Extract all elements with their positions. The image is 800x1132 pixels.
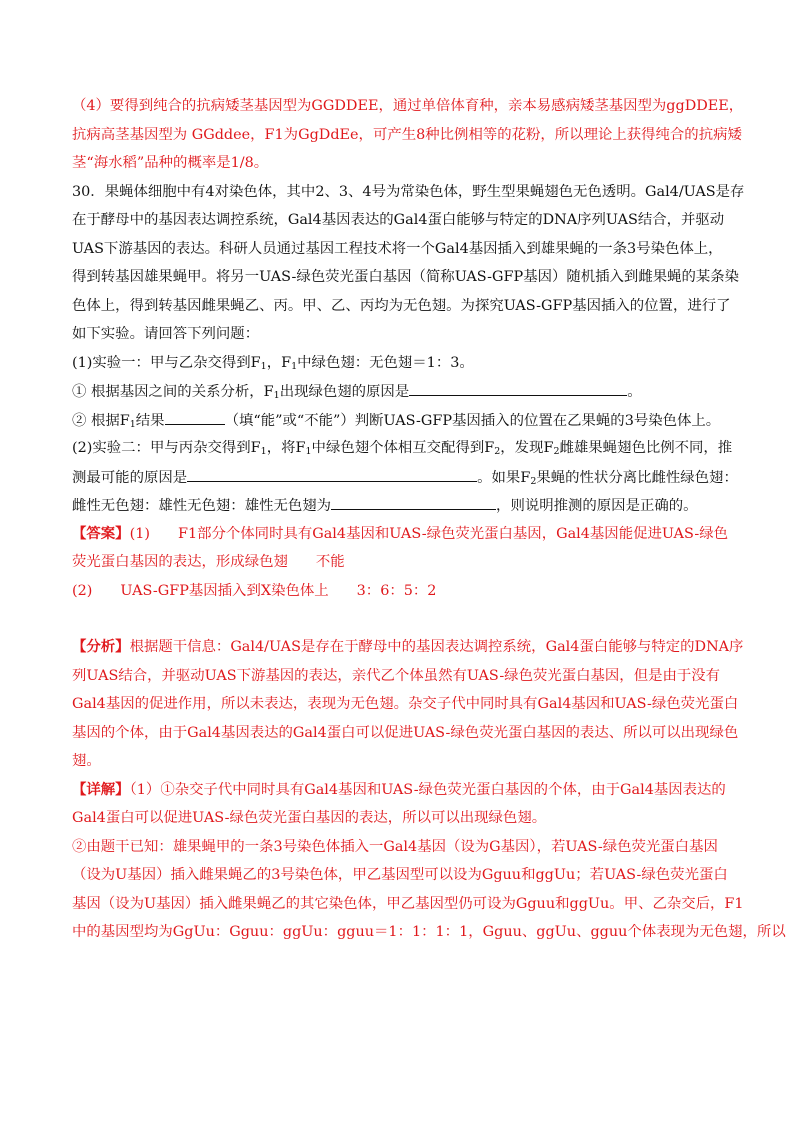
experiment-1-line — [72, 349, 740, 378]
question-30-line5: 色体上，得到转基因雌果蝇乙、丙。甲、乙、丙均为无色翅。为探究UAS-GFP基因插入的位置，进行了 — [72, 297, 731, 314]
answer-line3 — [72, 577, 740, 606]
detail-tag: 【详解】 — [72, 780, 130, 798]
answer-blank-2-value: 不能 — [315, 554, 345, 570]
subscript: 1 — [260, 360, 267, 372]
detail-line5: 基因（设为U基因）插入雌果蝇乙的其它染色体，甲乙基因型仍可设为Gguu和ggUu。甲、乙杂交后，F1 — [72, 895, 744, 912]
answer-blank-1[interactable] — [409, 377, 627, 396]
document-page — [72, 92, 786, 947]
analysis-text-1: 根据题干信息：Gal4/UAS是存在于酵母中的基因表达调控系统，Gal4蛋白能够与特定的DNA序 — [129, 639, 744, 655]
experiment-1-text-c: 中绿色翅：无色翅＝1：3。 — [297, 354, 474, 371]
subquestion-2-line — [72, 406, 740, 435]
subscript: 1 — [273, 390, 280, 401]
answer-line2 — [72, 548, 740, 577]
experiment-2-text-d: ，发现F — [500, 440, 554, 456]
subquestion-1-end: 。 — [627, 384, 642, 400]
subscript: 2 — [553, 446, 560, 457]
experiment-2-line2-text-c: 果蝇的性状分离比雌性绿色翅： — [536, 469, 738, 486]
answer-ratio: 3：6：5：2 — [356, 582, 437, 599]
experiment-2-line3-text-a: 雌性无色翅：雄性无色翅：雄性无色翅为 — [72, 498, 332, 514]
experiment-2-text-e: 雌雄果蝇翅色比例不同，推 — [559, 440, 733, 456]
experiment-2-line2-text-a: 测最可能的原因是 — [72, 469, 188, 486]
subscript: 1 — [291, 360, 298, 372]
detail-line6: 中的基因型均为GgUu：Gguu：ggUu：gguu＝1：1：1：1，Gguu、ggUu、gguu个体表现为无色翅，所以 — [72, 924, 786, 940]
experiment-2-text-b: ，将F — [266, 440, 306, 456]
analysis-line4: 基因的个体，由于Gal4基因表达的Gal4蛋白可以促进UAS-绿色荧光蛋白基因的表达、所以可以出现绿色 — [72, 724, 739, 741]
detail-line1 — [72, 776, 740, 805]
answer-num-2: (2) — [72, 582, 93, 599]
analysis-line3: Gal4基因的促进作用，所以未表达，表现为无色翅。杂交子代中同时具有Gal4基因和UAS-绿色荧光蛋白 — [72, 696, 739, 712]
subscript: 1 — [260, 446, 267, 457]
experiment-1-text-b: ，F — [266, 354, 292, 371]
question-30-line1: 30．果蝇体细胞中有4对染色体，其中2、3、4号为常染色体，野生型果蝇翅色无色透明。Gal4/UAS是存 — [72, 183, 745, 200]
detail-text-1: （1）①杂交子代中同时具有Gal4基因和UAS-绿色荧光蛋白基因的个体，由于Gal4基因表达的 — [129, 781, 726, 798]
answer-num-1: (1) — [129, 525, 150, 542]
subquestion-2-text-b: 结果 — [135, 412, 165, 429]
question-30-line3: UAS下游基因的表达。科研人员通过基因工程技术将一个Gal4基因插入到雄果蝇的一条3号染色体上， — [72, 240, 723, 257]
subscript: 1 — [305, 446, 312, 457]
detail-line3: ②由题干已知：雄果蝇甲的一条3号染色体插入一Gal4基因（设为G基因），若UAS-绿色荧光蛋白基因 — [72, 838, 718, 855]
answer-tag: 【答案】 — [72, 524, 130, 542]
answer-blank-4[interactable] — [331, 491, 496, 510]
experiment-2-line3 — [72, 491, 740, 520]
subquestion-1-line — [72, 377, 740, 406]
analysis-line5: 翅。 — [72, 753, 101, 769]
experiment-2-text-c: 中绿色翅个体相互交配得到F — [311, 440, 495, 456]
experiment-1-text-a: (1)实验一：甲与乙杂交得到F — [72, 354, 261, 371]
answer-text-2: 荧光蛋白基因的表达，形成绿色翅 — [72, 554, 288, 570]
subquestion-1-text-a: ① 根据基因之间的关系分析，F — [72, 384, 274, 400]
analysis-tag: 【分析】 — [72, 638, 130, 655]
solution-part4-line3: 茎“海水稻”品种的概率是1/8。 — [72, 155, 269, 171]
analysis-line1 — [72, 633, 744, 662]
experiment-2-line2-text-b: 。如果F — [477, 469, 531, 486]
question-30-line4: 得到转基因雄果蝇甲。将另一UAS-绿色荧光蛋白基因（简称UAS-GFP基因）随机插入到雌果蝇的某条染 — [72, 269, 740, 285]
experiment-2-line2 — [72, 463, 740, 492]
detail-line4: （设为U基因）插入雌果蝇乙的3号染色体，甲乙基因型可以设为Gguu和ggUu；若UAS-绿色荧光蛋白 — [72, 867, 728, 883]
solution-part4-line2: 抗病高茎基因型为 GGddee，F1为GgDdEe，可产生8种比例相等的花粉，所以理论上获得纯合的抗病矮 — [72, 126, 742, 143]
question-30-line2: 在于酵母中的基因表达调控系统，Gal4基因表达的Gal4蛋白能够与特定的DNA序列UAS结合，并驱动 — [72, 212, 725, 228]
answer-text-1: F1部分个体同时具有Gal4基因和UAS-绿色荧光蛋白基因，Gal4基因能促进UAS-绿色 — [177, 525, 728, 542]
experiment-2-line1 — [72, 434, 740, 463]
solution-part4-line1: （4）要得到纯合的抗病矮茎基因型为GGDDEE，通过单倍体育种，亲本易感病矮茎基因型为ggDDEE， — [72, 98, 744, 114]
question-30-line6: 如下实验。请回答下列问题： — [72, 326, 260, 342]
subscript: 1 — [129, 418, 136, 430]
subquestion-1-text-b: 出现绿色翅的原因是 — [279, 384, 410, 400]
experiment-2-text-a: (2)实验二：甲与丙杂交得到F — [72, 440, 261, 456]
answer-blank-2[interactable] — [165, 406, 225, 425]
subquestion-2-text-a: ② 根据F — [72, 412, 130, 429]
subquestion-2-text-c: （填“能”或“不能”）判断UAS-GFP基因插入的位置在乙果蝇的3号染色体上。 — [224, 412, 721, 429]
subscript: 2 — [530, 475, 537, 487]
answer-text-3: UAS-GFP基因插入到X染色体上 — [120, 582, 329, 599]
answer-blank-3[interactable] — [187, 463, 477, 482]
experiment-2-line3-text-b: ，则说明推测的原因是正确的。 — [496, 498, 698, 514]
analysis-line2: 列UAS结合，并驱动UAS下游基因的表达，亲代乙个体虽然有UAS-绿色荧光蛋白基因，但是由于没有 — [72, 667, 721, 684]
subscript: 2 — [494, 446, 501, 457]
answer-line1 — [72, 520, 740, 549]
detail-line2: Gal4蛋白可以促进UAS-绿色荧光蛋白基因的表达，所以可以出现绿色翅。 — [72, 810, 547, 826]
